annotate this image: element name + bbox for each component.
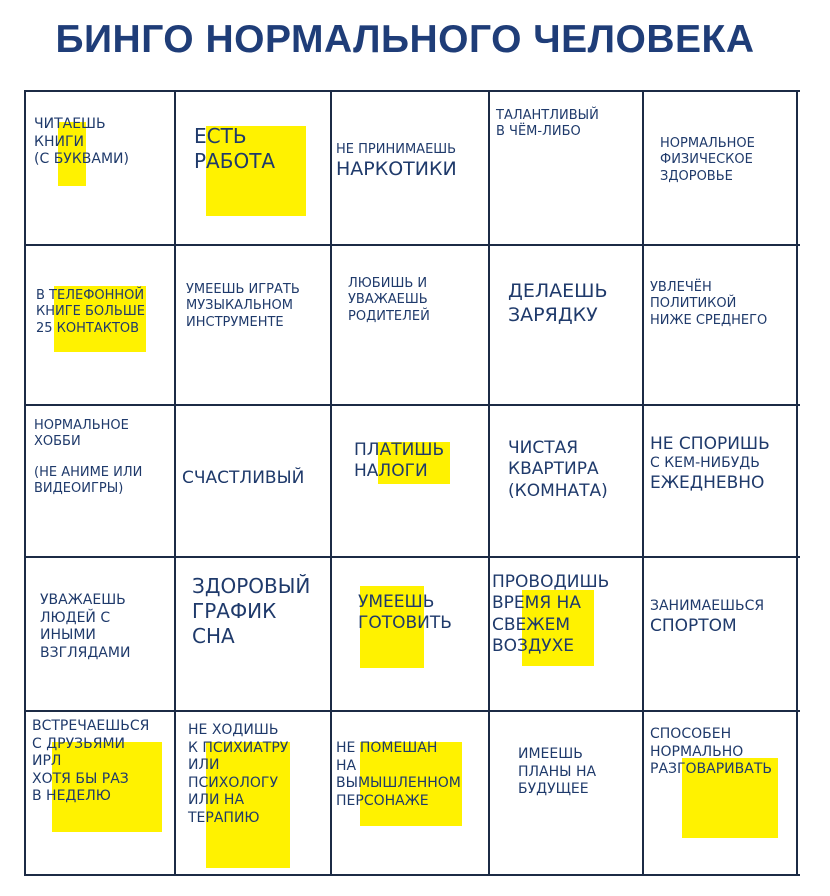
bingo-cell: НЕ ПОМЕШАН НА ВЫМЫШЛЕННОМ ПЕРСОНАЖЕ <box>336 740 461 809</box>
bingo-cell: В ТЕЛЕФОННОЙ КНИГЕ БОЛЬШЕ 25 КОНТАКТОВ <box>36 288 145 336</box>
bingo-cell: УМЕЕШЬ ИГРАТЬ МУЗЫКАЛЬНОМ ИНСТРУМЕНТЕ <box>186 282 300 330</box>
bingo-cell: ЗАНИМАЕШЬСЯ СПОРТОМ <box>650 598 765 636</box>
bingo-cell: ПРОВОДИШЬ ВРЕМЯ НА СВЕЖЕМ ВОЗДУХЕ <box>492 572 610 656</box>
bingo-cell: НЕ СПОРИШЬ С КЕМ-НИБУДЬ ЕЖЕДНЕВНО <box>650 434 770 493</box>
bingo-cell: ЧИТАЕШЬ КНИГИ (С БУКВАМИ) <box>34 116 129 167</box>
bingo-cell: ВСТРЕЧАЕШЬСЯ С ДРУЗЬЯМИ ИРЛ ХОТЯ БЫ РАЗ В НЕДЕЛЮ <box>32 718 150 804</box>
bingo-cell: ИМЕЕШЬ ПЛАНЫ НА БУДУЩЕЕ <box>518 746 597 797</box>
bingo-cell: ДЕЛАЕШЬ ЗАРЯДКУ <box>508 280 608 326</box>
bingo-grid <box>24 90 796 876</box>
bingo-cell: НЕ ПРИНИМАЕШЬ НАРКОТИКИ <box>336 142 457 181</box>
bingo-cell: НОРМАЛЬНОЕ ФИЗИЧЕСКОЕ ЗДОРОВЬЕ <box>660 136 755 184</box>
bingo-cell: УВАЖАЕШЬ ЛЮДЕЙ С ИНЫМИ ВЗГЛЯДАМИ <box>40 592 131 661</box>
bingo-cell: ТАЛАНТЛИВЫЙ В ЧЁМ-ЛИБО <box>496 108 599 140</box>
bingo-cell: ЛЮБИШЬ И УВАЖАЕШЬ РОДИТЕЛЕЙ <box>348 276 430 324</box>
bingo-cell: ЕСТЬ РАБОТА <box>194 124 276 173</box>
bingo-cell: СПОСОБЕН НОРМАЛЬНО РАЗГОВАРИВАТЬ <box>650 726 772 777</box>
page-title: БИНГО НОРМАЛЬНОГО ЧЕЛОВЕКА <box>55 18 755 61</box>
bingo-cell: СЧАСТЛИВЫЙ <box>182 468 305 488</box>
bingo-cell: ПЛАТИШЬ НАЛОГИ <box>354 440 445 482</box>
bingo-cell: НЕ ХОДИШЬ К ПСИХИАТРУ ИЛИ ПСИХОЛОГУ ИЛИ НА ТЕРАПИЮ <box>188 722 289 826</box>
bingo-cell: НОРМАЛЬНОЕ ХОББИ (НЕ АНИМЕ ИЛИ ВИДЕОИГРЫ) <box>34 418 143 496</box>
bingo-cell: УМЕЕШЬ ГОТОВИТЬ <box>358 592 452 634</box>
bingo-cell: ЧИСТАЯ КВАРТИРА (КОМНАТА) <box>508 438 608 501</box>
bingo-cell: УВЛЕЧЁН ПОЛИТИКОЙ НИЖЕ СРЕДНЕГО <box>650 280 768 328</box>
bingo-cell: ЗДОРОВЫЙ ГРАФИК СНА <box>192 574 311 648</box>
